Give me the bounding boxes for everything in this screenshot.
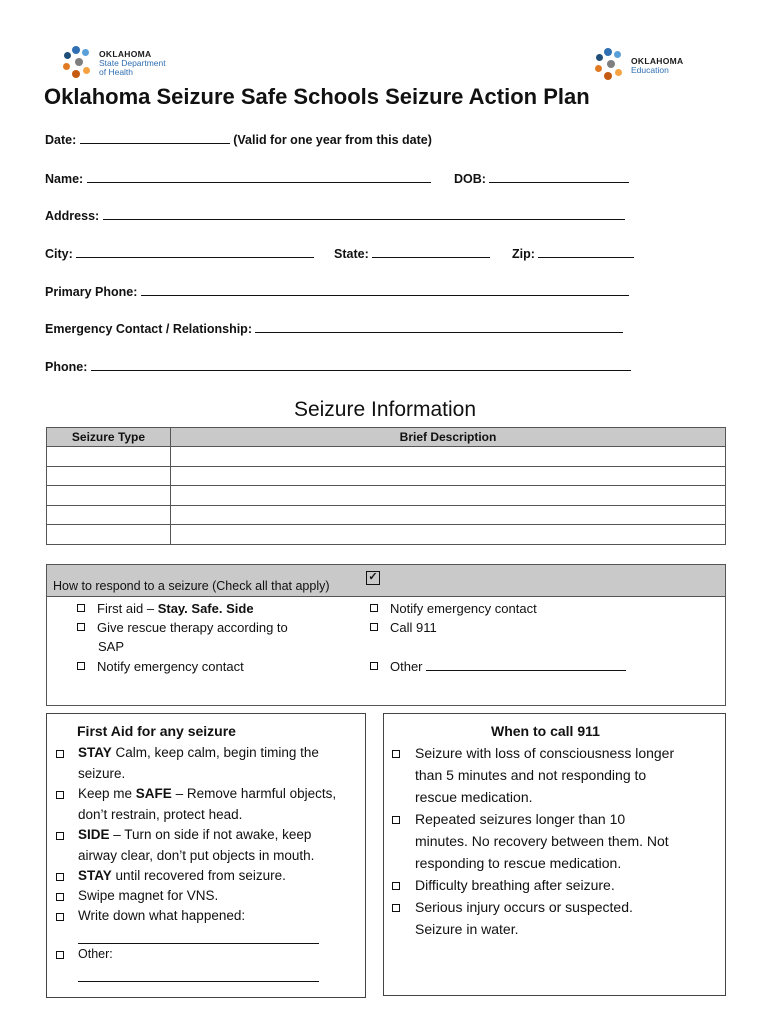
checkbox-icon[interactable] <box>392 816 400 824</box>
other-line[interactable] <box>426 659 626 671</box>
option-rescue-therapy[interactable]: Give rescue therapy according to <box>77 618 288 637</box>
state-field[interactable] <box>334 247 490 261</box>
checkmark-icon: ✓ <box>366 571 380 585</box>
respond-section <box>46 564 726 706</box>
name-line[interactable] <box>87 172 431 183</box>
city-label: City: <box>45 247 73 261</box>
state-line[interactable] <box>372 247 490 258</box>
first-aid-panel <box>46 713 366 998</box>
checkbox-icon[interactable] <box>56 913 64 921</box>
phone-field[interactable] <box>45 360 631 374</box>
call-911-item[interactable]: Difficulty breathing after seizure. <box>392 874 722 896</box>
option-call-911[interactable]: Call 911 <box>370 618 437 637</box>
date-label: Date: <box>45 133 77 147</box>
table-row <box>47 447 726 467</box>
emergency-contact-line[interactable] <box>255 322 623 333</box>
seizure-type-cell[interactable] <box>47 447 171 467</box>
checkbox-icon[interactable] <box>370 662 378 670</box>
phone-line[interactable] <box>91 360 631 371</box>
respond-header <box>47 565 725 597</box>
zip-field[interactable] <box>512 247 634 261</box>
primary-phone-label: Primary Phone: <box>45 285 138 299</box>
call-911-item[interactable]: Repeated seizures longer than 10 minutes. No recovery between them. Not responding to rescue medication. <box>392 808 722 874</box>
dob-line[interactable] <box>489 172 629 183</box>
people-circle-icon <box>62 46 96 80</box>
logo-line-2: Education <box>631 65 669 75</box>
seizure-type-cell[interactable] <box>47 466 171 486</box>
seizure-info-table <box>46 427 726 545</box>
checkbox-icon[interactable] <box>392 750 400 758</box>
table-row <box>47 505 726 525</box>
checkbox-icon[interactable] <box>56 873 64 881</box>
description-cell[interactable] <box>171 525 726 545</box>
first-aid-item[interactable]: STAY Calm, keep calm, begin timing the seizure. <box>56 743 361 784</box>
zip-label: Zip: <box>512 247 535 261</box>
first-aid-item[interactable]: STAY until recovered from seizure. <box>56 866 361 887</box>
call-911-item[interactable]: Seizure with loss of consciousness longer than 5 minutes and not responding to rescue medication. <box>392 742 722 808</box>
seizure-type-cell[interactable] <box>47 486 171 506</box>
name-field[interactable] <box>45 172 431 186</box>
name-label: Name: <box>45 172 84 186</box>
description-cell[interactable] <box>171 447 726 467</box>
logo-line-3: of Health <box>99 66 134 77</box>
health-department-logo <box>62 46 166 80</box>
logo-line-1: OKLAHOMA <box>631 56 684 66</box>
table-row <box>47 466 726 486</box>
checkbox-icon[interactable] <box>392 882 400 890</box>
seizure-type-header: Seizure Type <box>47 428 171 447</box>
checkbox-icon[interactable] <box>77 662 85 670</box>
people-circle-icon <box>594 48 628 82</box>
description-cell[interactable] <box>171 486 726 506</box>
option-first-aid[interactable]: First aid – Stay. Safe. Side <box>77 599 254 618</box>
checkbox-icon[interactable] <box>56 791 64 799</box>
call-911-panel <box>383 713 726 996</box>
page-title: Oklahoma Seizure Safe Schools Seizure Action Plan <box>44 84 590 109</box>
date-field[interactable] <box>45 133 432 147</box>
primary-phone-line[interactable] <box>141 285 629 296</box>
seizure-type-cell[interactable] <box>47 525 171 545</box>
checkbox-icon[interactable] <box>392 904 400 912</box>
brief-description-header: Brief Description <box>171 428 726 447</box>
option-other[interactable]: Other <box>370 657 626 676</box>
seizure-type-cell[interactable] <box>47 505 171 525</box>
seizure-info-title: Seizure Information <box>293 398 477 421</box>
checkbox-icon[interactable] <box>56 893 64 901</box>
checkbox-icon[interactable] <box>370 604 378 612</box>
respond-header-text: How to respond to a seizure (Check all that apply) <box>53 579 330 593</box>
checkbox-icon[interactable] <box>56 832 64 840</box>
first-aid-item[interactable]: Write down what happened: <box>56 906 361 927</box>
state-label: State: <box>334 247 369 261</box>
first-aid-item[interactable]: SIDE – Turn on side if not awake, keep airway clear, don’t put objects in mouth. <box>56 825 361 866</box>
logo-line-2: State Department <box>99 57 166 68</box>
address-field[interactable] <box>45 209 625 223</box>
emergency-contact-label: Emergency Contact / Relationship: <box>45 322 252 336</box>
date-line[interactable] <box>80 133 230 144</box>
checkbox-icon[interactable] <box>370 623 378 631</box>
emergency-contact-field[interactable] <box>45 322 623 336</box>
primary-phone-field[interactable] <box>45 285 629 299</box>
call-911-title: When to call 911 <box>491 723 600 739</box>
checkbox-icon[interactable] <box>56 951 64 959</box>
first-aid-item[interactable]: Keep me SAFE – Remove harmful objects, don’t restrain, protect head. <box>56 784 361 825</box>
zip-line[interactable] <box>538 247 634 258</box>
city-field[interactable] <box>45 247 314 261</box>
call-911-item[interactable]: Serious injury occurs or suspected. Seizure in water. <box>392 896 722 940</box>
option-notify-contact-right[interactable]: Notify emergency contact <box>370 599 537 618</box>
phone-label: Phone: <box>45 360 88 374</box>
date-note: (Valid for one year from this date) <box>233 133 432 147</box>
address-label: Address: <box>45 209 100 223</box>
checkbox-icon[interactable] <box>56 750 64 758</box>
description-cell[interactable] <box>171 466 726 486</box>
table-row <box>47 525 726 545</box>
checkbox-icon[interactable] <box>77 604 85 612</box>
dob-field[interactable] <box>454 172 629 186</box>
city-line[interactable] <box>76 247 314 258</box>
dob-label: DOB: <box>454 172 486 186</box>
description-cell[interactable] <box>171 505 726 525</box>
other-line[interactable] <box>78 981 319 982</box>
first-aid-other[interactable]: Other: <box>56 944 361 965</box>
logo-line-1: OKLAHOMA <box>99 48 152 59</box>
address-line[interactable] <box>103 209 625 220</box>
option-rescue-therapy-cont: SAP <box>98 639 125 654</box>
first-aid-title: First Aid for any seizure <box>77 723 236 739</box>
education-logo <box>594 48 683 82</box>
option-notify-contact-left[interactable]: Notify emergency contact <box>77 657 244 676</box>
table-row <box>47 486 726 506</box>
checkbox-icon[interactable] <box>77 623 85 631</box>
first-aid-item[interactable]: Swipe magnet for VNS. <box>56 886 361 907</box>
